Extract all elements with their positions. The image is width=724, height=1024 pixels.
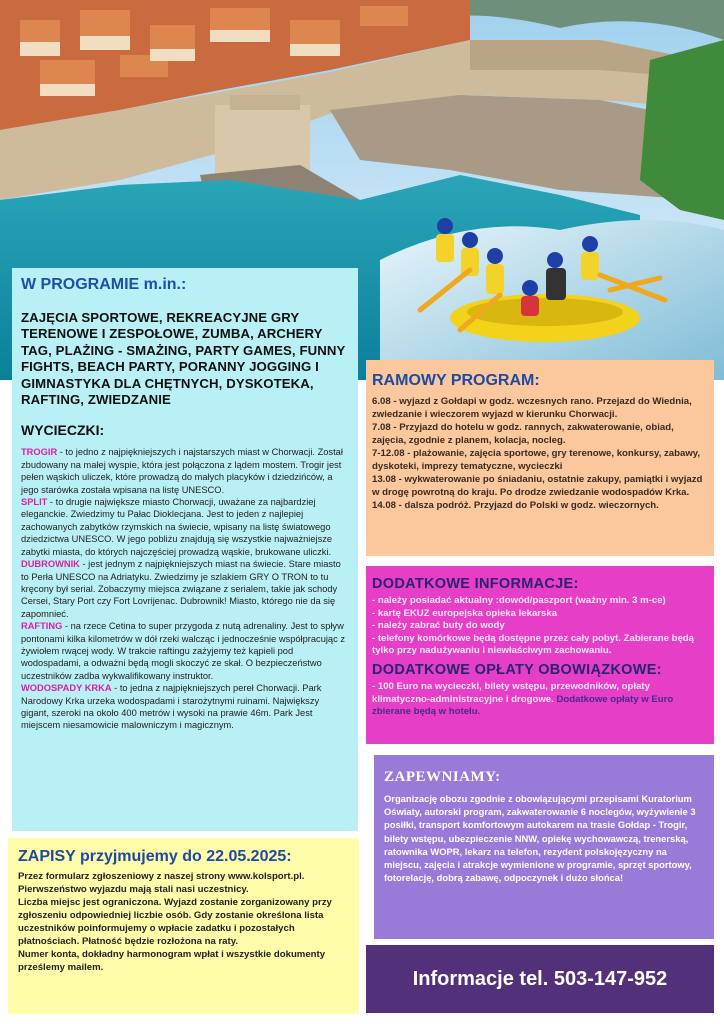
ramowy-item: 14.08 - dalsza podróż. Przyjazd do Polski w godz. wieczornych. (372, 500, 659, 511)
excursion-name: RAFTING (21, 621, 63, 632)
zapewniamy-text: Organizację obozu zgodnie z obowiązującymi przepisami Kuratorium Oświaty, autorski program, zakwaterowanie 6 noclegów, wyżywienie 3 posiłki, transport komfortowym autokarem na trasie Gołdap - Trogir, bilety wstępu, ubezpieczenie NNW, opiekę wychowawczą, trenerską, ratownika WOPR, lekarz na telefon, rezydent polskojęzyczny na miejscu, zajęcia i atrakcje wymienione w programie, sprzęt sportowy, fotorelację, dobrą zabawę, odpoczynek i dużo słońca! (384, 793, 696, 884)
dodatkowe-panel (366, 566, 714, 744)
zapisy-line: Numer konta, dokładny harmonogram wpłat i wszystkie dokumenty prześlemy mailem. (18, 949, 326, 973)
excursion-item (21, 446, 349, 496)
fees-note: Dodatkowe opłaty w Euro zbierane będą w hotelu. (372, 693, 674, 718)
excursion-name: DUBROWNIK (21, 559, 80, 570)
ramowy-item: 13.08 - wykwaterowanie po śniadaniu, ostatnie zakupy, pamiątki i wyjazd w drogę powrotną do kraju. Po drodze zwiedzanie wodospadów Krka. (372, 474, 703, 498)
excursion-text: - jest jednym z najpiękniejszych miast na świecie. Stare miasto to Perła UNESCO na Adriatyku. Zwiedzimy je szlakiem GRY O TRON to tu kręcony był serial. Zobaczymy miejsca związane z serialem, takie jak schody Cersei, Stary Port czy Fort Lovrijenac. Dubrownik! Miasto, którego nie da się zapomnieć. (21, 559, 341, 619)
ramowy-item: 7.08 - Przyjazd do hotelu w godz. rannych, zakwaterowanie, obiad, zajęcia, zgodnie z planem, kolacja, nocleg. (372, 422, 674, 446)
dodatkowe-item: - należy zabrać buty do wody (372, 620, 505, 632)
activities-list: ZAJĘCIA SPORTOWE, REKREACYJNE GRY TERENOWE I ZESPOŁOWE, ZUMBA, ARCHERY TAG, PLAŻING - SMAŻING, PARTY GAMES, FUNNY FIGHTS, BEACH PARTY, PORANNY JOGGING I GIMNASTYKA DLA CHĘTNYCH, DYSKOTEKA, RAFTING, ZWIEDZANIE (21, 310, 346, 408)
zapisy-line: Liczba miejsc jest ograniczona. Wyjazd zostanie zorganizowany przy zgłoszeniu odpowiedniej liczbie osób. Gdy zostanie określona lista uczestników poinformujemy o wpłacie zadatku i pozostałych płatnościach. Płatność będzie rozłożona na raty. (18, 897, 332, 947)
excursion-item (21, 496, 349, 558)
zapewniamy-title: ZAPEWNIAMY: (384, 769, 501, 785)
excursion-name: SPLIT (21, 497, 48, 508)
zapisy-line: Pierwszeństwo wyjazdu mają stali nasi uczestnicy. (18, 884, 249, 895)
program-panel (12, 268, 358, 831)
excursion-text: - to jedno z najpiękniejszych i najstarszych miast w Chorwacji. Został zbudowany na małej wyspie, która jest połączona z lądem mostem. Trogir jest pełen wąskich uliczek, które prowadzą do małych placyków i dziedzińców, a jego starówka została wpisana na listę UNESCO. (21, 447, 343, 495)
ramowy-title: RAMOWY PROGRAM: (372, 372, 540, 389)
ramowy-item: 6.08 - wyjazd z Gołdapi w godz. wczesnych rano. Przejazd do Wiednia, zwiedzanie i wieczorem wyjazd w kierunku Chorwacji. (372, 396, 692, 420)
dodatkowe-title: DODATKOWE INFORMACJE: (372, 576, 579, 592)
zapewniamy-panel (374, 755, 714, 939)
excursions-list (21, 446, 349, 731)
phone-banner (366, 945, 714, 1013)
excursion-item (21, 558, 349, 620)
zapisy-list (18, 870, 349, 974)
excursion-name: WODOSPADY KRKA (21, 683, 112, 694)
excursion-item (21, 620, 349, 682)
excursion-text: - to jedna z najpiękniejszych pereł Chorwacji. Park Narodowy Krka urzeka wodospadami i starożytnymi ruinami. Największy gigant, szeroki na około 400 metrów i wysoki na prawie 46m. Park Jest miejscem niesamowicie malowniczym i magicznym. (21, 683, 322, 731)
zapisy-panel (8, 838, 359, 1014)
dodatkowe-item: - telefony komórkowe będą dostępne przez cały pobyt. Zabierane będą tylko przy nadużywaniu i niewłaściwym zachowaniu. (372, 632, 694, 657)
fees-title: DODATKOWE OPŁATY OBOWIĄZKOWE: (372, 661, 662, 678)
zapisy-line: Przez formularz zgłoszeniowy z naszej strony www.kolsport.pl. (18, 871, 305, 882)
dodatkowe-item: - kartę EKUZ europejska opieka lekarska (372, 607, 558, 619)
fees-text-block (372, 681, 708, 719)
program-title: W PROGRAMIE m.in.: (21, 276, 187, 293)
ramowy-item: 7-12.08 - plażowanie, zajęcia sportowe, gry terenowe, konkursy, zabawy, dyskoteki, imprezy tematyczne, wycieczki (372, 448, 701, 472)
phone-text[interactable]: Informacje tel. 503-147-952 (412, 967, 668, 990)
dodatkowe-item: - należy posiadać aktualny :dowód/paszport (ważny min. 3 m-ce) (372, 595, 666, 606)
ramowy-panel (366, 360, 714, 556)
excursion-item (21, 682, 349, 732)
dodatkowe-list (372, 595, 708, 658)
excursion-text: - to drugie największe miasto Chorwacji, uważane za najbardziej eleganckie. Zwiedzimy tu Pałac Dioklecjana. Jest to jeden z najlepiej zachowanych zabytków rzymskich na świecie, wpisany na listę światowego dziedzictwa UNESCO. W jego pobliżu znajdują się wszystkie najważniejsze zabytki miasta, do których najczęściej prowadzą wąskie, brukowane uliczki. (21, 497, 333, 557)
ramowy-list (372, 395, 708, 512)
excursions-title: WYCIECZKI: (21, 422, 105, 439)
excursion-name: TROGIR (21, 447, 58, 458)
fees-text: - 100 Euro na wycieczki, bilety wstępu, przewodników, opłaty klimatyczno-administracyjne i drogowe. (372, 680, 650, 705)
excursion-text: - na rzece Cetina to super przygoda z nutą adrenaliny. Jest to spływ pontonami kilka kilometrów w dół rzeki walcząc i jednocześnie współpracując z żywiołem rwącej wody. W trakcie raftingu zażyjemy też kąpieli pod wodospadami, a odważni będą mogli skoczyć ze skał. O bezpieczeństwo uczestników zadba wykwalifikowany instruktor. (21, 621, 345, 681)
zapisy-title: ZAPISY przyjmujemy do 22.05.2025: (18, 848, 292, 865)
